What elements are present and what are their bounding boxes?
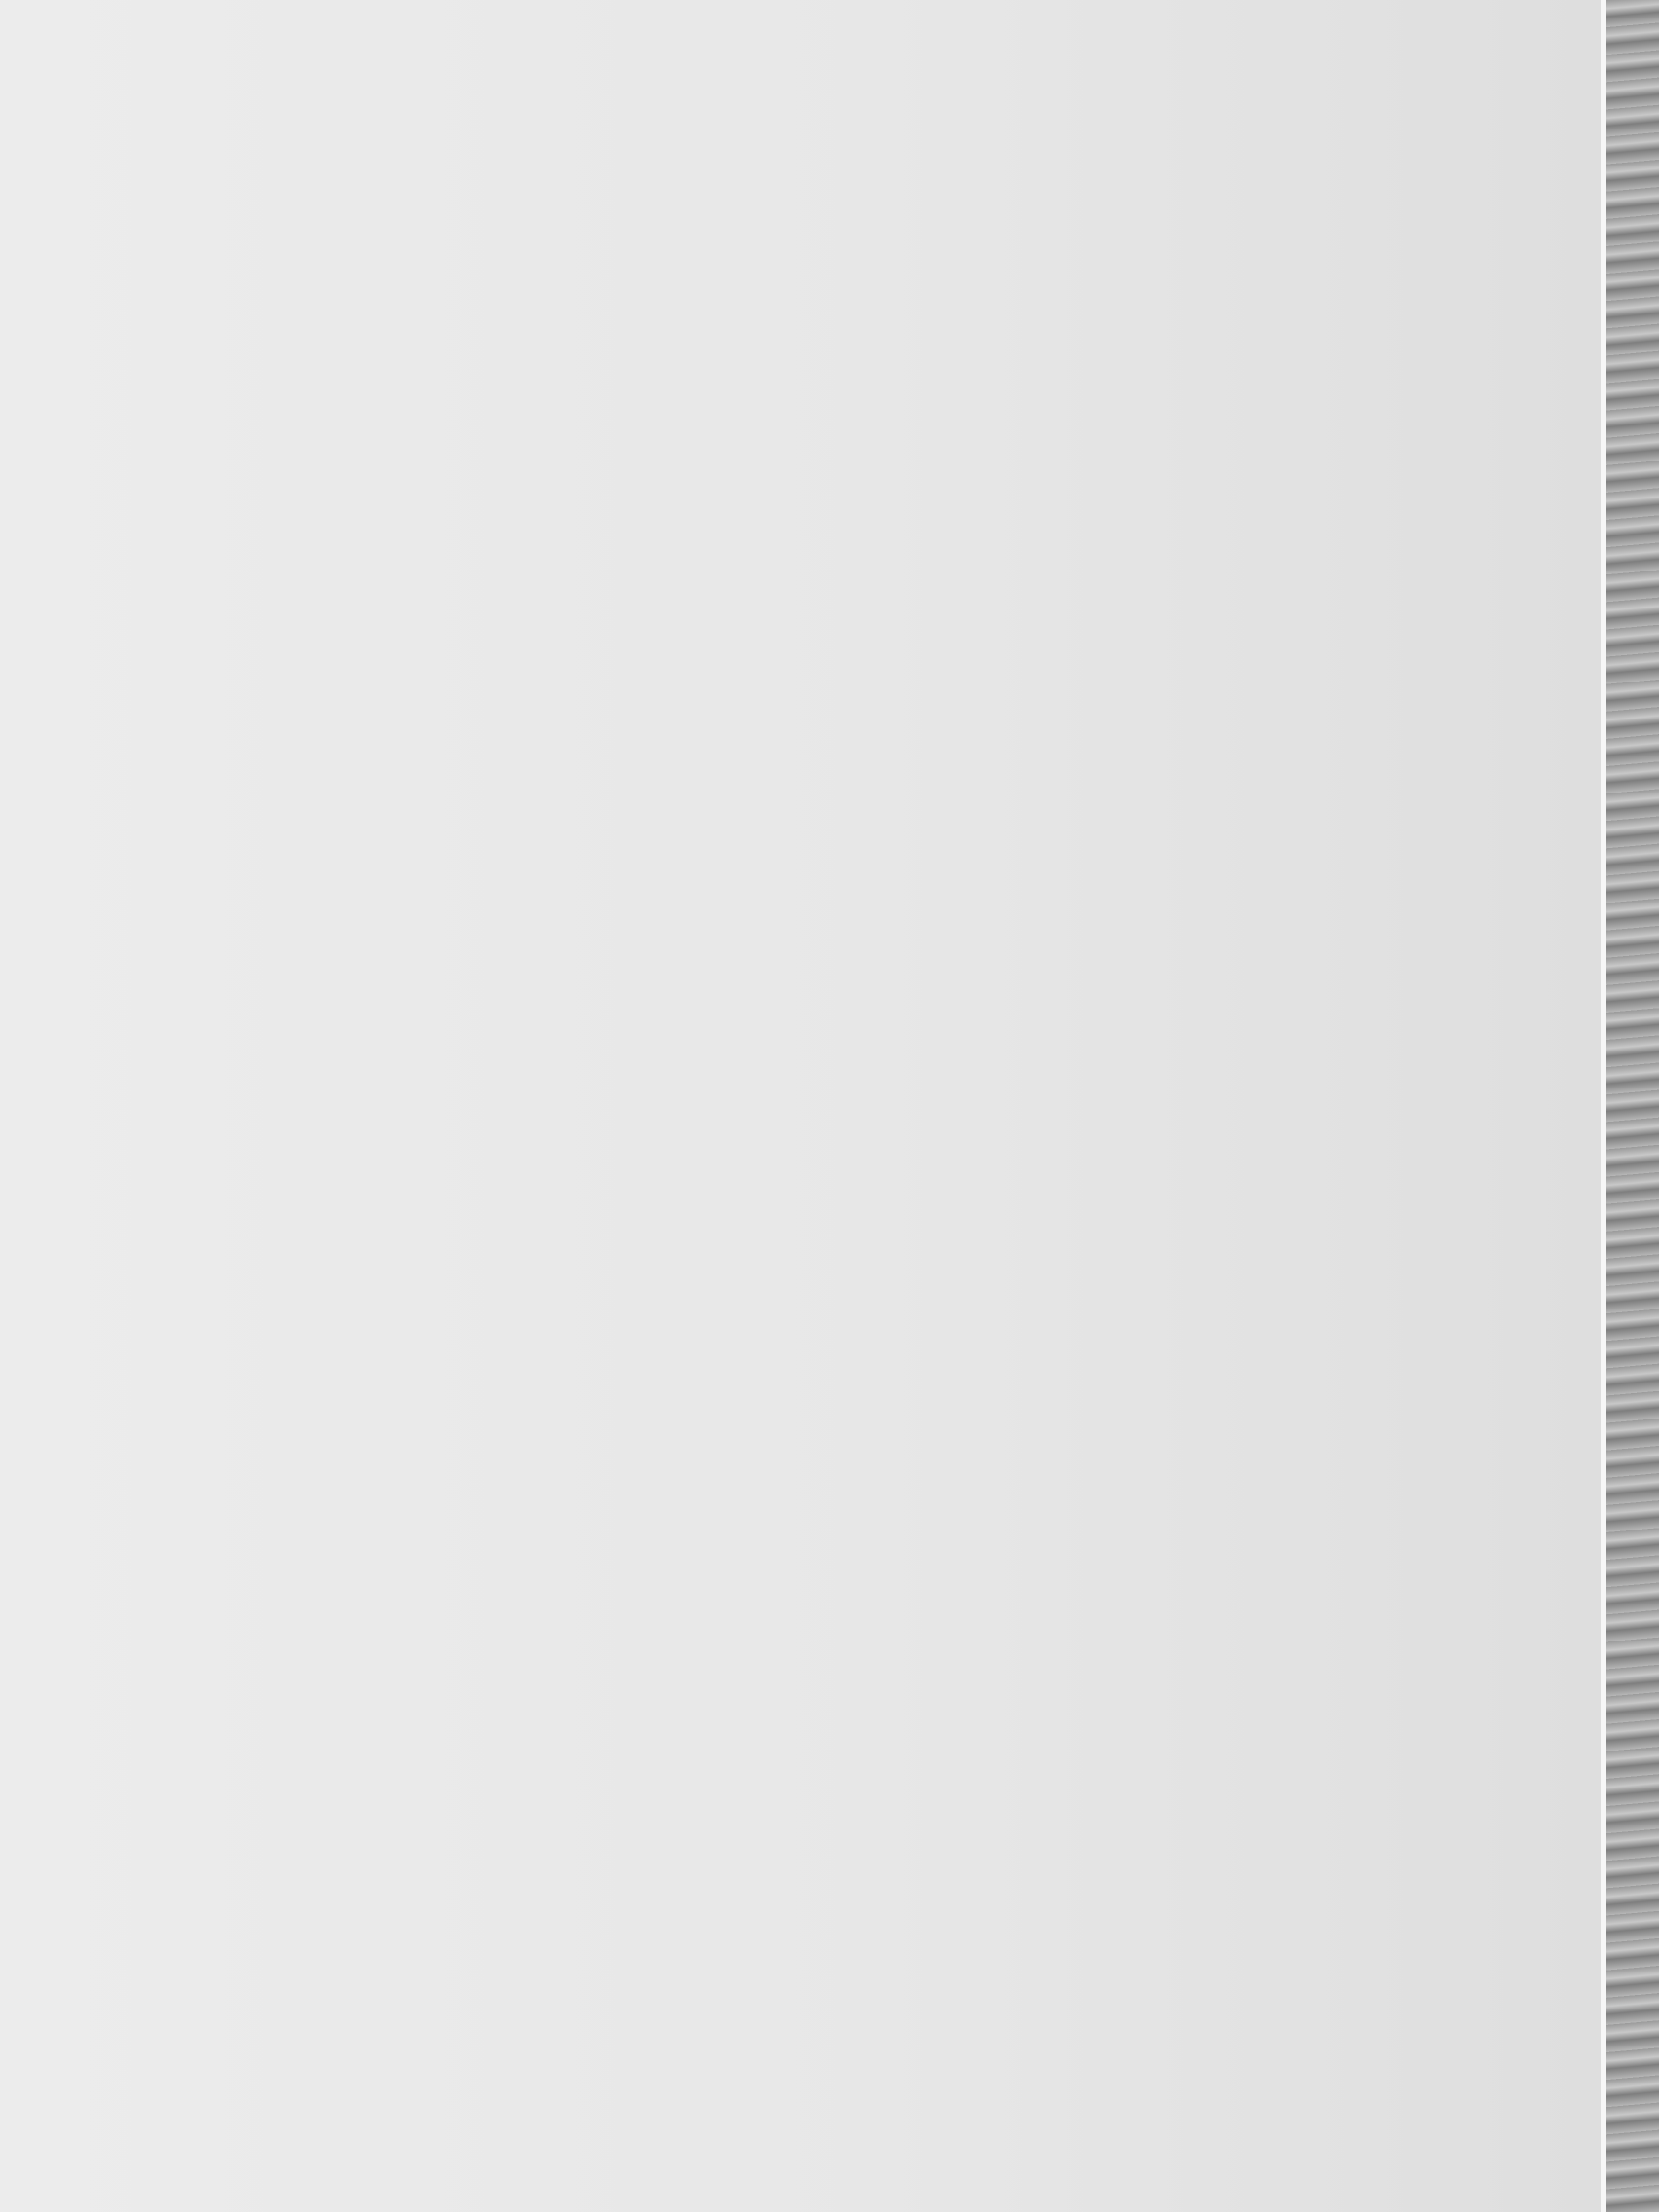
next-page-edge [1606, 0, 1659, 2212]
